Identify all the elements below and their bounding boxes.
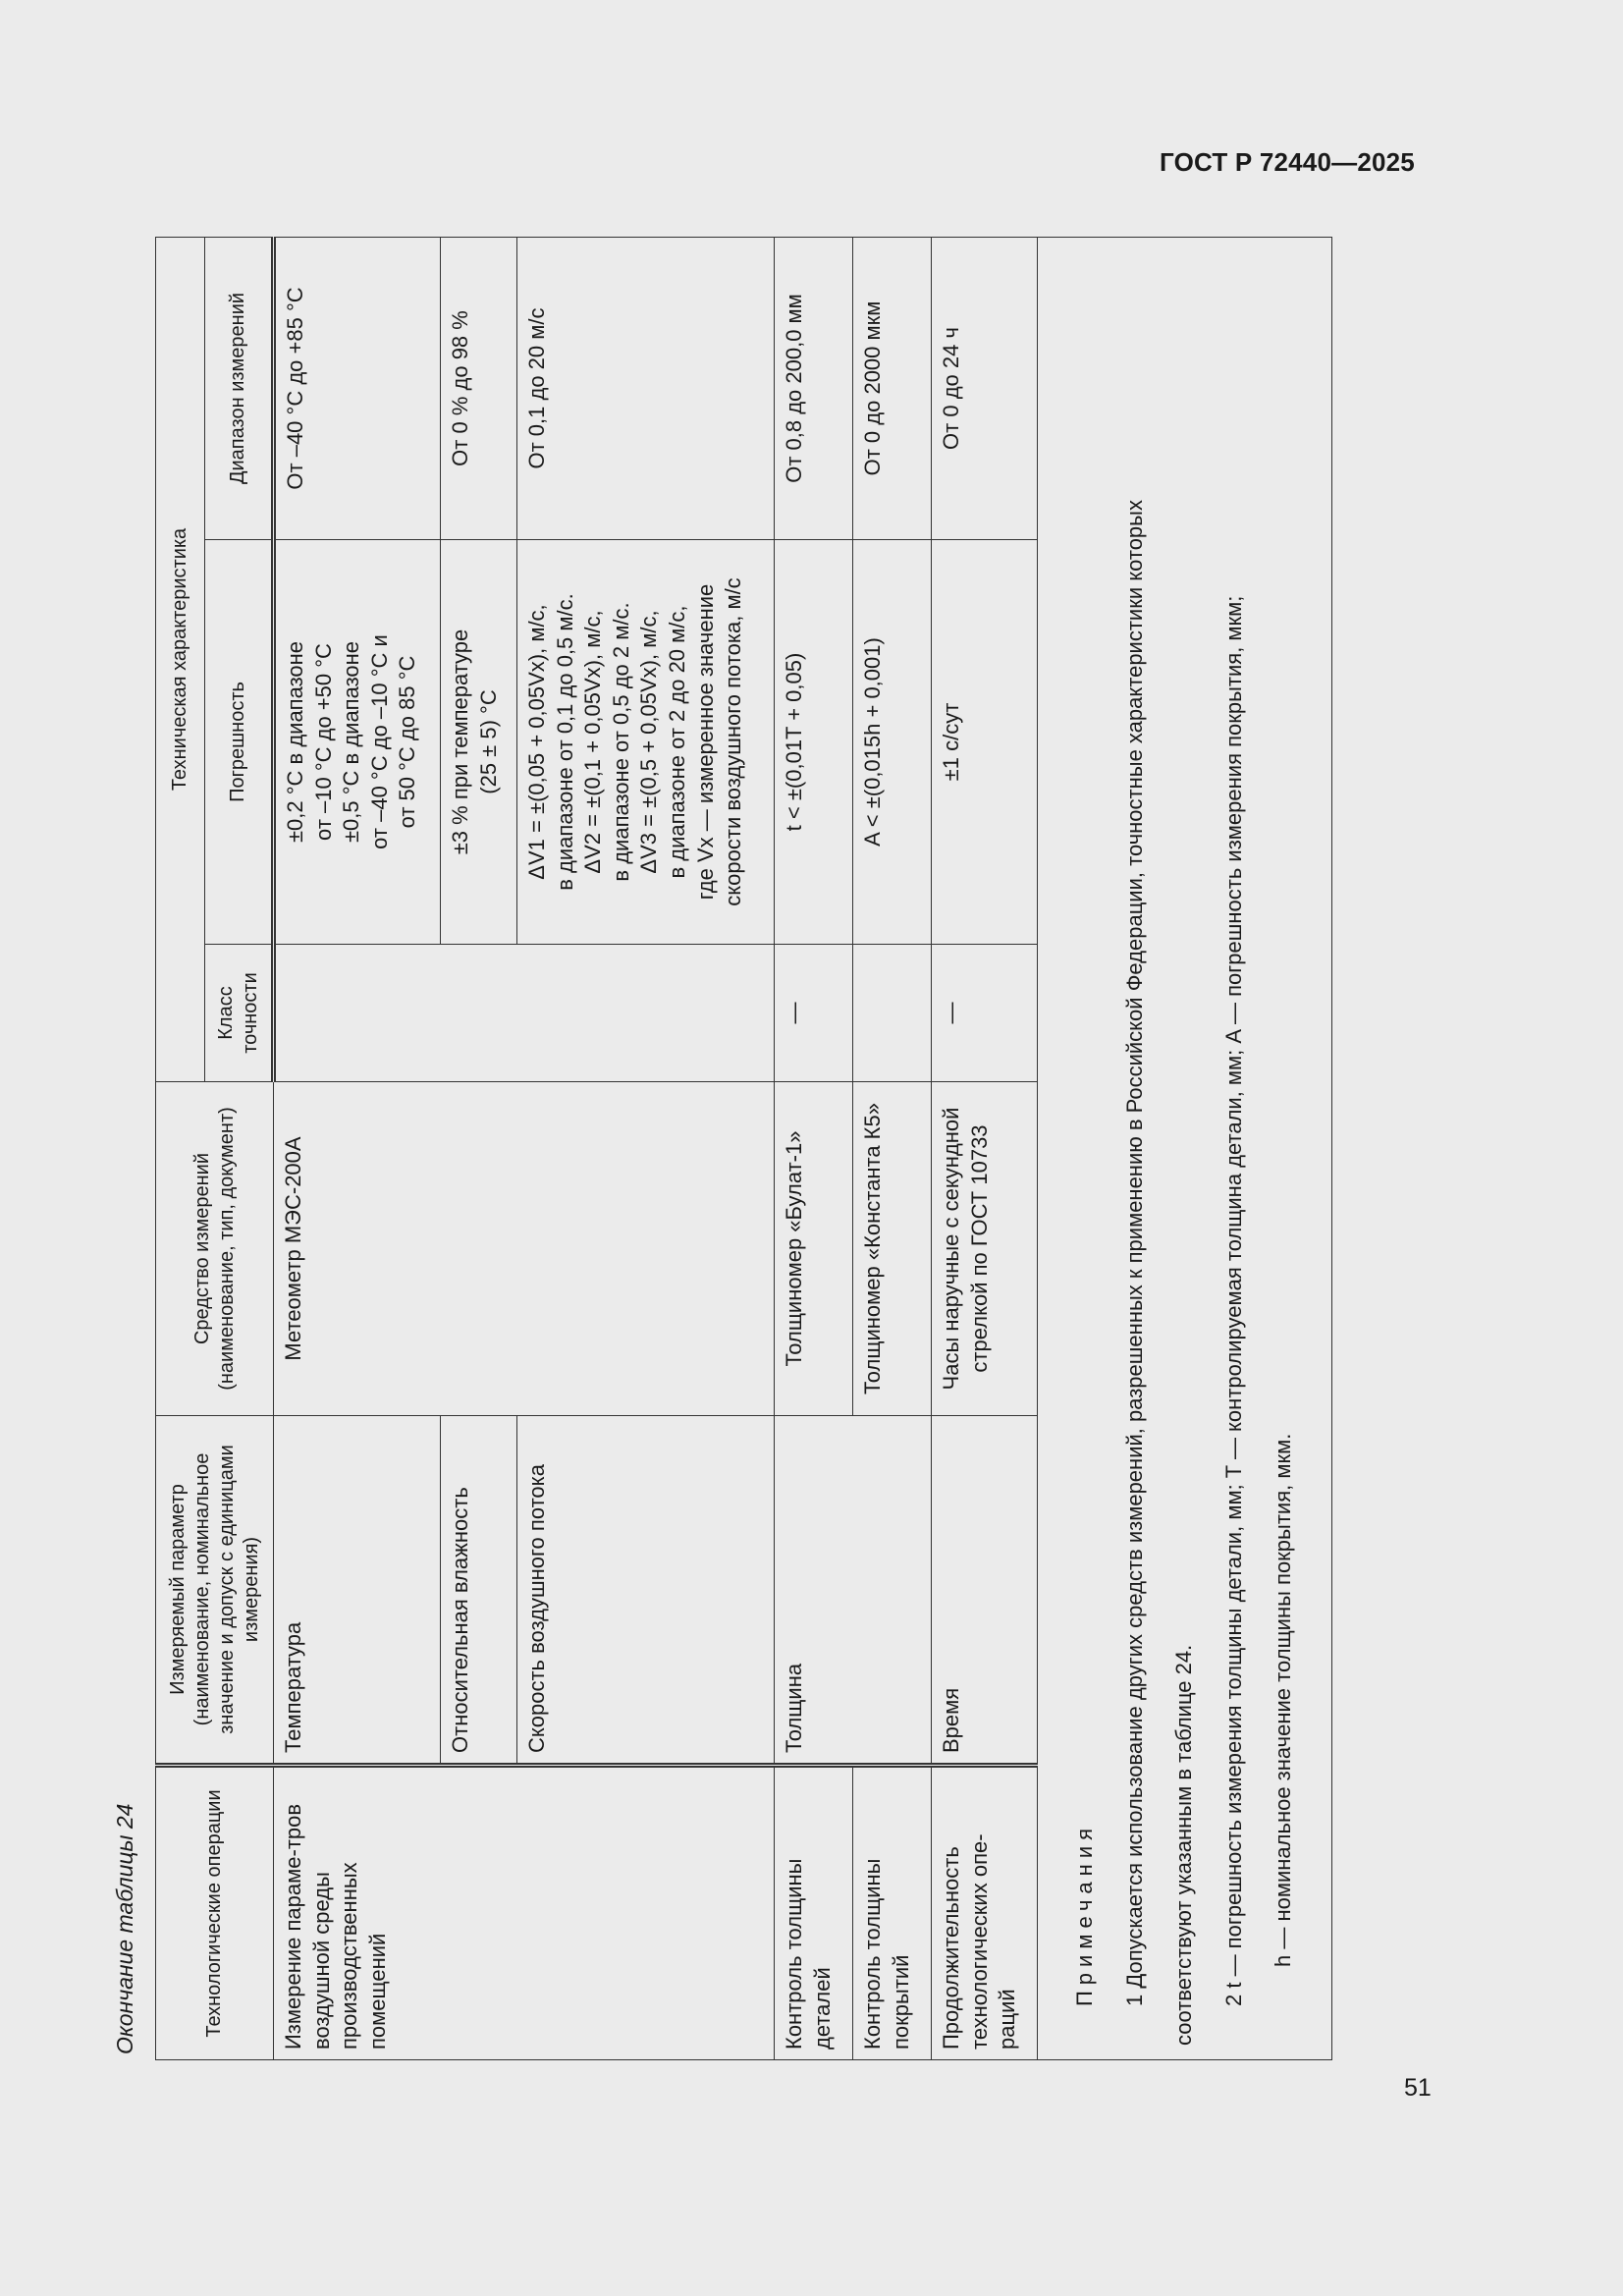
note-2: 2 t — погрешность измерения толщины детали, мм; T — контролируемая толщина детали, мм; A — погрешность измерения покрытия, мкм;: [1220, 595, 1246, 2006]
note-1-cont: соответствуют указанным в таблице 24.: [1171, 1644, 1197, 2046]
col-header-tech-char: Техническая характеристика: [156, 237, 205, 1081]
col-header-accuracy-class: Класс точности: [205, 945, 274, 1082]
notes-row: [1038, 237, 1332, 2059]
cell-class-konst: [853, 945, 932, 1082]
document-standard-number: ГОСТ Р 72440—2025: [1160, 147, 1415, 177]
table-row: [932, 237, 1038, 2059]
col-header-error: Погрешность: [205, 540, 274, 945]
cell-op-duration: Продолжительность технологических опе-раций: [932, 1766, 1038, 2060]
cell-err-humidity: ±3 % при температуре (25 ± 5) °С: [441, 540, 517, 945]
cell-err-watch: ±1 с/сут: [932, 540, 1038, 945]
cell-class-bulat: —: [775, 945, 853, 1082]
cell-class-meteo: [274, 945, 775, 1082]
table-row: [853, 237, 932, 2059]
cell-instr-konst: Толщиномер «Константа К5»: [853, 1082, 932, 1416]
table-caption: Окончание таблицы 24: [112, 1803, 137, 2054]
page-number: 51: [1404, 2074, 1432, 2102]
cell-op-thick-coat: Контроль толщины покрытий: [853, 1766, 932, 2060]
cell-range-bulat: От 0,8 до 200,0 мм: [775, 237, 853, 539]
col-header-parameter: Измеряемый параметр (наименование, номинальное значение и допуск с единицами измерения): [156, 1416, 274, 1766]
notes-title: Примечания: [1072, 1822, 1097, 2006]
table-row: [274, 237, 441, 2059]
cell-param-temp: Температура: [274, 1416, 441, 1766]
table-row: [775, 237, 853, 2059]
cell-err-temp: ±0,2 °С в диапазоне от –10 °С до +50 °С ±0,5 °С в диапазоне от –40 °С до –10 °С и от 50 °С до 85 °С: [274, 540, 441, 945]
note-2-cont: h — номинальное значение толщины покрытия, мкм.: [1271, 1433, 1296, 1967]
cell-err-konst: A < ±(0,015h + 0,001): [853, 540, 932, 945]
cell-instr-watch: Часы наручные с секундной стрелкой по ГОСТ 10733: [932, 1082, 1038, 1416]
cell-instr-bulat: Толщиномер «Булат-1»: [775, 1082, 853, 1416]
col-header-instrument: Средство измерений (наименование, тип, документ): [156, 1082, 274, 1416]
cell-range-temp: От –40 °С до +85 °С: [274, 237, 441, 539]
cell-op-thick-parts: Контроль толщины деталей: [775, 1766, 853, 2060]
note-1: 1 Допускается использование других средств измерений, разрешенных к применению в Российской Федерации, точностные характеристики которых: [1121, 500, 1147, 2006]
cell-range-konst: От 0 до 2000 мкм: [853, 237, 932, 539]
cell-param-airspeed: Скорость воздушного потока: [517, 1416, 775, 1766]
cell-err-airspeed: ΔV1 = ±(0,05 + 0,05Vx), м/с, в диапазоне от 0,1 до 0,5 м/с. ΔV2 = ±(0,1 + 0,05Vx), м/с, в диапазоне от 0,5 до 2 м/с. ΔV3 = ±(0,5 + 0,05Vx), м/с, в диапазоне от 2 до 20 м/с, где Vx — измеренное значение скорости воздушного потока, м/с: [517, 540, 775, 945]
measurement-table: [155, 237, 1332, 2060]
cell-range-airspeed: От 0,1 до 20 м/с: [517, 237, 775, 539]
cell-param-thickness: Толщина: [775, 1416, 932, 1766]
cell-err-bulat: t < ±(0,01T + 0,05): [775, 540, 853, 945]
cell-class-watch: —: [932, 945, 1038, 1082]
notes-cell: [1038, 237, 1332, 2059]
cell-range-watch: От 0 до 24 ч: [932, 237, 1038, 539]
cell-instr-meteo: Метеометр МЭС-200А: [274, 1082, 775, 1416]
cell-range-humidity: От 0 % до 98 %: [441, 237, 517, 539]
col-header-range: Диапазон измерений: [205, 237, 274, 539]
cell-param-time: Время: [932, 1416, 1038, 1766]
rotated-table-block: [108, 224, 1296, 2060]
col-header-operations: Технологические операции: [156, 1766, 274, 2060]
cell-op-air: Измерение параме-тров воздушной среды производственных помещений: [274, 1766, 775, 2060]
cell-param-humidity: Относительная влажность: [441, 1416, 517, 1766]
